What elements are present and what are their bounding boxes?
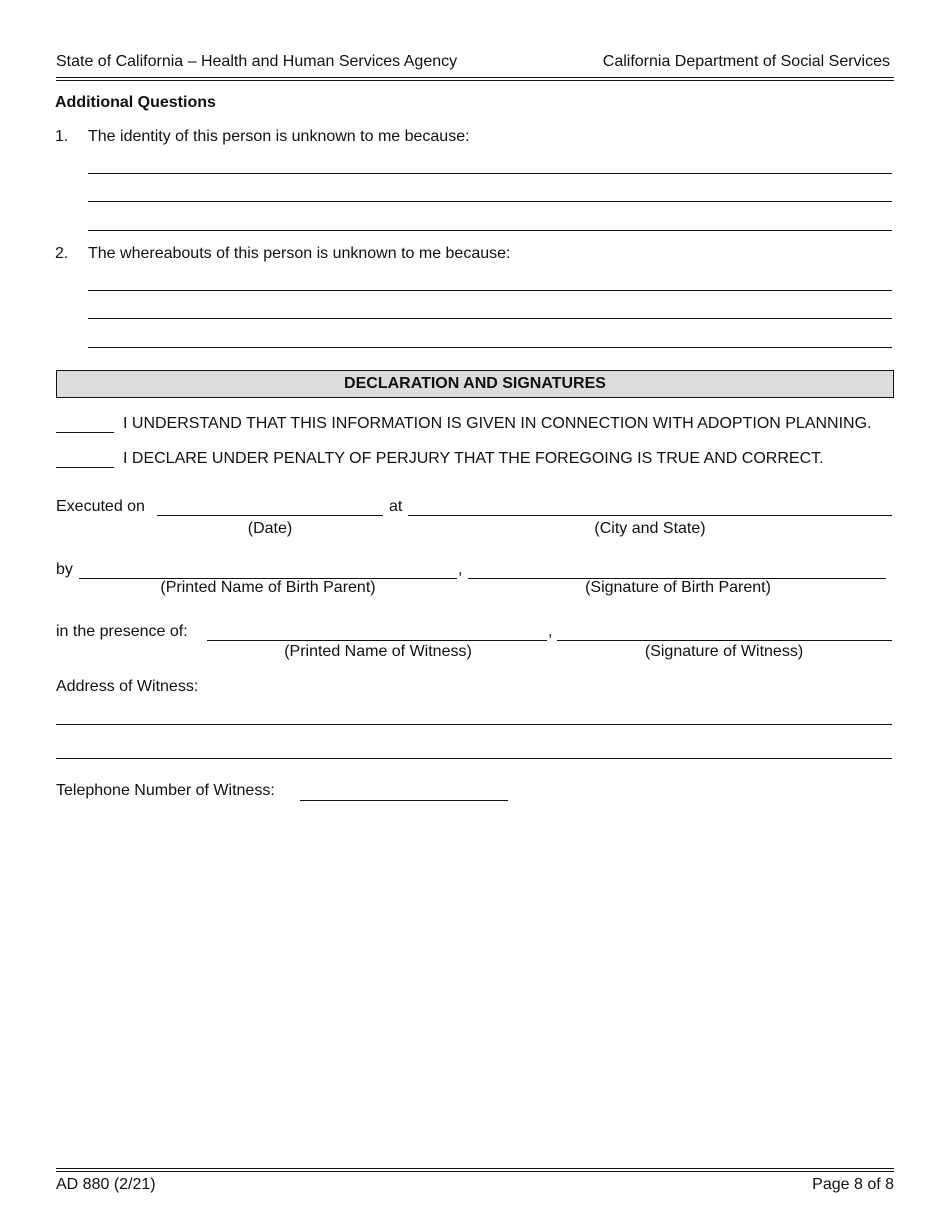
- witness-phone-line[interactable]: [300, 800, 508, 801]
- witness-signature-line[interactable]: [557, 640, 892, 641]
- date-caption: (Date): [247, 520, 293, 537]
- declaration-item-1: I UNDERSTAND THAT THIS INFORMATION IS GIVEN IN CONNECTION WITH ADOPTION PLANNING.: [123, 415, 872, 432]
- header-rule-bottom: [56, 80, 894, 81]
- declaration-title-box: [56, 370, 894, 398]
- witness-address-line[interactable]: [56, 758, 892, 759]
- header-agency: State of California – Health and Human Services Agency: [56, 53, 458, 70]
- question-2-answer-line[interactable]: [88, 318, 892, 319]
- question-2-answer-line[interactable]: [88, 290, 892, 291]
- city-state-caption: (City and State): [594, 520, 706, 537]
- question-1-answer-line[interactable]: [88, 201, 892, 202]
- question-2-number: 2.: [55, 245, 69, 262]
- witness-address-line[interactable]: [56, 724, 892, 725]
- witness-signature-caption: (Signature of Witness): [644, 643, 804, 660]
- by-label: by: [56, 561, 73, 578]
- presence-of-label: in the presence of:: [56, 623, 188, 640]
- question-1-text: The identity of this person is unknown to me because:: [88, 128, 470, 145]
- form-id: AD 880 (2/21): [56, 1176, 156, 1193]
- witness-phone-label: Telephone Number of Witness:: [56, 782, 275, 799]
- witness-name-line[interactable]: [207, 640, 547, 641]
- header-department: California Department of Social Services: [602, 53, 890, 70]
- witness-address-label: Address of Witness:: [56, 678, 199, 695]
- witness-comma: ,: [548, 623, 553, 640]
- footer-rule-bottom: [56, 1171, 894, 1172]
- question-1-answer-line[interactable]: [88, 230, 892, 231]
- birth-parent-name-caption: (Printed Name of Birth Parent): [160, 579, 376, 596]
- executed-on-label: Executed on: [56, 498, 145, 515]
- declaration-item-2: I DECLARE UNDER PENALTY OF PERJURY THAT THE FOREGOING IS TRUE AND CORRECT.: [123, 450, 824, 467]
- date-line[interactable]: [157, 515, 383, 516]
- city-state-line[interactable]: [408, 515, 892, 516]
- question-2-answer-line[interactable]: [88, 347, 892, 348]
- executed-at-label: at: [389, 498, 403, 515]
- initials-line-2[interactable]: [56, 467, 114, 468]
- footer-rule-top: [56, 1168, 894, 1169]
- question-2-text: The whereabouts of this person is unknown to me because:: [88, 245, 511, 262]
- question-1-answer-line[interactable]: [88, 173, 892, 174]
- declaration-title: DECLARATION AND SIGNATURES: [344, 375, 606, 392]
- birth-parent-signature-caption: (Signature of Birth Parent): [585, 579, 771, 596]
- question-1-number: 1.: [55, 128, 69, 145]
- header-rule-top: [56, 77, 894, 78]
- witness-name-caption: (Printed Name of Witness): [284, 643, 472, 660]
- page-number: Page 8 of 8: [812, 1176, 894, 1193]
- by-comma: ,: [458, 561, 463, 578]
- additional-questions-heading: Additional Questions: [55, 94, 216, 111]
- initials-line-1[interactable]: [56, 432, 114, 433]
